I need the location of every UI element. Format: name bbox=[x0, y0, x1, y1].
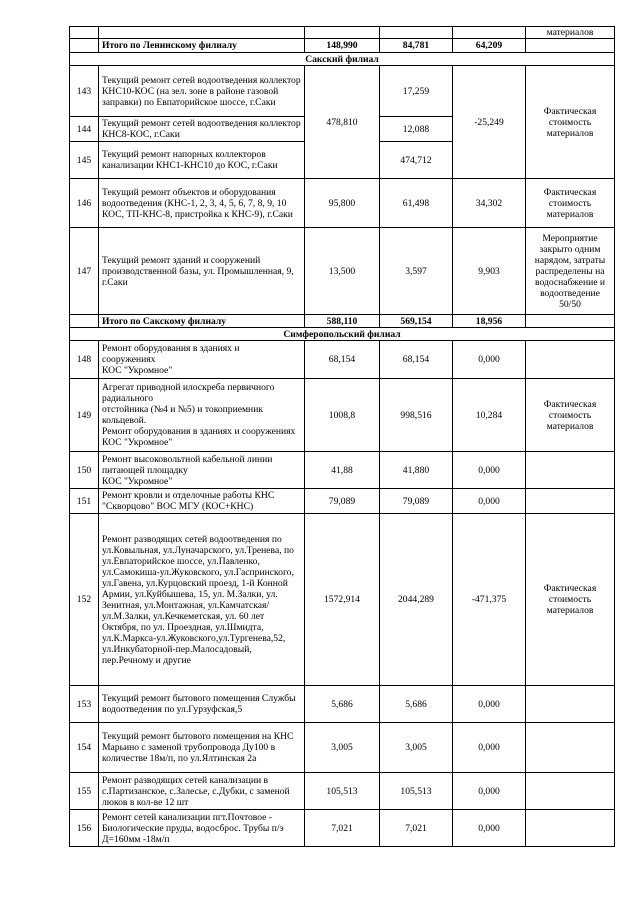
work-description: Ремонт сетей канализации пгт.Почтовое - Биологические пруды, водосброс. Трубы п/э Д=160мм -18м/п bbox=[99, 810, 305, 847]
actual-value: 61,498 bbox=[380, 179, 453, 228]
deviation-value: 0,000 bbox=[453, 686, 526, 723]
work-description: Текущий ремонт объектов и оборудования водоотведения (КНС-1, 2, 3, 4, 5, 6, 7, 8, 9, 10 КОС, ТП-КНС-8, пристройка к КНС-9), г.Саки bbox=[99, 179, 305, 228]
row-number: 143 bbox=[70, 66, 99, 117]
row-number: 151 bbox=[70, 489, 99, 514]
row-number: 147 bbox=[70, 228, 99, 315]
actual-value: 3,005 bbox=[380, 723, 453, 773]
row-number: 148 bbox=[70, 341, 99, 379]
actual-value: 474,712 bbox=[380, 142, 453, 179]
deviation-value: -471,375 bbox=[453, 514, 526, 686]
note-cell: Фактическая стоимость материалов bbox=[526, 66, 615, 179]
work-description: Ремонт кровли и отделочные работы КНС "Скворцово" ВОС МГУ (КОС+КНС) bbox=[99, 489, 305, 514]
work-description: Ремонт высоковольтной кабельной линии питающей площадку КОС "Укромное" bbox=[99, 452, 305, 489]
deviation-value: 0,000 bbox=[453, 341, 526, 379]
actual-value: 12,088 bbox=[380, 117, 453, 142]
work-description: Текущий ремонт бытового помещения на КНС Марьино с заменой трубопровода Ду100 в количестве 18м/п, по ул.Ялтинская 2а bbox=[99, 723, 305, 773]
row-number: 145 bbox=[70, 142, 99, 179]
actual-value: 17,259 bbox=[380, 66, 453, 117]
note-cell: Мероприятие закрыто одним нарядом, затраты распределены на водоснабжение и водоотведение 50/50 bbox=[526, 228, 615, 315]
row-number: 144 bbox=[70, 117, 99, 142]
row-number: 146 bbox=[70, 179, 99, 228]
actual-value: 3,597 bbox=[380, 228, 453, 315]
deviation-value: 64,209 bbox=[453, 39, 526, 53]
row-number: 150 bbox=[70, 452, 99, 489]
actual-value: 998,516 bbox=[380, 379, 453, 452]
note-cell: Фактическая стоимость материалов bbox=[526, 379, 615, 452]
planned-value: 1008,8 bbox=[305, 379, 380, 452]
planned-value: 588,110 bbox=[305, 315, 380, 328]
work-description: Текущий ремонт напорных коллекторов канализации КНС1-КНС10 до КОС, г.Саки bbox=[99, 142, 305, 179]
table-row bbox=[70, 810, 615, 847]
planned-value: 41,88 bbox=[305, 452, 380, 489]
deviation-value: 0,000 bbox=[453, 452, 526, 489]
total-row bbox=[70, 315, 615, 328]
actual-value: 2044,289 bbox=[380, 514, 453, 686]
planned-value: 3,005 bbox=[305, 723, 380, 773]
actual-value: 84,781 bbox=[380, 39, 453, 53]
planned-value: 478,810 bbox=[305, 66, 380, 179]
note-cell: Фактическая стоимость материалов bbox=[526, 179, 615, 228]
planned-value: 7,021 bbox=[305, 810, 380, 847]
deviation-value: 0,000 bbox=[453, 723, 526, 773]
work-description: Текущий ремонт бытового помещения Службы водоотведения по ул.Гурзуфская,5 bbox=[99, 686, 305, 723]
deviation-value: 0,000 bbox=[453, 489, 526, 514]
planned-value: 5,686 bbox=[305, 686, 380, 723]
note-cell: Фактическая стоимость материалов bbox=[526, 514, 615, 686]
table-row bbox=[70, 773, 615, 810]
deviation-value: 0,000 bbox=[453, 810, 526, 847]
row-number: 156 bbox=[70, 810, 99, 847]
table-row bbox=[70, 452, 615, 489]
work-description: Ремонт разводящих сетей водоотведения по ул.Ковыльная, ул.Луначарского, ул.Тренева, по ул.Евпаторийское шоссе, ул.Павленко, ул.Самокиша-ул.Жуковского, ул.Гаспринского, ул.Гавена, ул.Курцовский проезд, 1-й Конной Армии, ул.Куйбышева, 15, ул. М.Залки, ул. Зенитная, ул.Монтажная, ул.Камчатская/ул.М.Залки, ул.Кечкеметская, ул. 60 лет Октября, по ул. Проездная, ул.Шмидта, ул.К.Маркса-ул.Жуковского,ул.Тургенева,52, ул.Инкубаторной-пер.Малосадовый, пер.Речному и другие bbox=[99, 514, 305, 686]
planned-value: 95,800 bbox=[305, 179, 380, 228]
table-row bbox=[70, 514, 615, 686]
planned-value: 148,990 bbox=[305, 39, 380, 53]
table-row bbox=[70, 66, 615, 117]
work-description: Агрегат приводной илоскреба первичного радиального отстойника (№4 и №5) и токоприемник кольцевой. Ремонт оборудования в зданиях и сооружениях КОС "Укромное" bbox=[99, 379, 305, 452]
table-row bbox=[70, 228, 615, 315]
planned-value: 13,500 bbox=[305, 228, 380, 315]
actual-value: 569,154 bbox=[380, 315, 453, 328]
repairs-table bbox=[69, 26, 615, 847]
section-header bbox=[70, 53, 615, 66]
planned-value: 68,154 bbox=[305, 341, 380, 379]
deviation-value: -25,249 bbox=[453, 66, 526, 179]
table-row bbox=[70, 27, 615, 39]
table-row bbox=[70, 723, 615, 773]
work-description: Текущий ремонт сетей водоотведения коллектор КНС10-КОС (на зел. зоне в районе газовой заправки) по Евпаторийское шоссе, г.Саки bbox=[99, 66, 305, 117]
actual-value: 41,880 bbox=[380, 452, 453, 489]
table-row bbox=[70, 341, 615, 379]
planned-value: 105,513 bbox=[305, 773, 380, 810]
actual-value: 5,686 bbox=[380, 686, 453, 723]
row-number: 155 bbox=[70, 773, 99, 810]
work-description: Текущий ремонт сетей водоотведения коллектор КНС8-КОС, г.Саки bbox=[99, 117, 305, 142]
work-description: Ремонт оборудования в зданиях и сооружениях КОС "Укромное" bbox=[99, 341, 305, 379]
deviation-value: 10,284 bbox=[453, 379, 526, 452]
total-row bbox=[70, 39, 615, 53]
note-cell: материалов bbox=[526, 27, 615, 39]
row-number: 153 bbox=[70, 686, 99, 723]
table-row bbox=[70, 179, 615, 228]
actual-value: 7,021 bbox=[380, 810, 453, 847]
deviation-value: 18,956 bbox=[453, 315, 526, 328]
work-description: Ремонт разводящих сетей канализации в с.Партизанское, с.Залесье, с.Дубки, с заменой люков в кол-ве 12 шт bbox=[99, 773, 305, 810]
actual-value: 79,089 bbox=[380, 489, 453, 514]
work-description: Текущий ремонт зданий и сооружений производственной базы, ул. Промышленная, 9, г.Саки bbox=[99, 228, 305, 315]
planned-value: 79,089 bbox=[305, 489, 380, 514]
table-row bbox=[70, 686, 615, 723]
deviation-value: 34,302 bbox=[453, 179, 526, 228]
actual-value: 68,154 bbox=[380, 341, 453, 379]
actual-value: 105,513 bbox=[380, 773, 453, 810]
row-number: 152 bbox=[70, 514, 99, 686]
total-label: Итого по Сакскому филиалу bbox=[99, 315, 305, 328]
total-label: Итого по Ленинскому филиалу bbox=[99, 39, 305, 53]
section-title: Сакский филиал bbox=[70, 53, 615, 66]
section-header bbox=[70, 328, 615, 341]
row-number: 154 bbox=[70, 723, 99, 773]
table-row bbox=[70, 379, 615, 452]
planned-value: 1572,914 bbox=[305, 514, 380, 686]
row-number: 149 bbox=[70, 379, 99, 452]
deviation-value: 9,903 bbox=[453, 228, 526, 315]
deviation-value: 0,000 bbox=[453, 773, 526, 810]
table-row bbox=[70, 489, 615, 514]
section-title: Симферопольский филиал bbox=[70, 328, 615, 341]
